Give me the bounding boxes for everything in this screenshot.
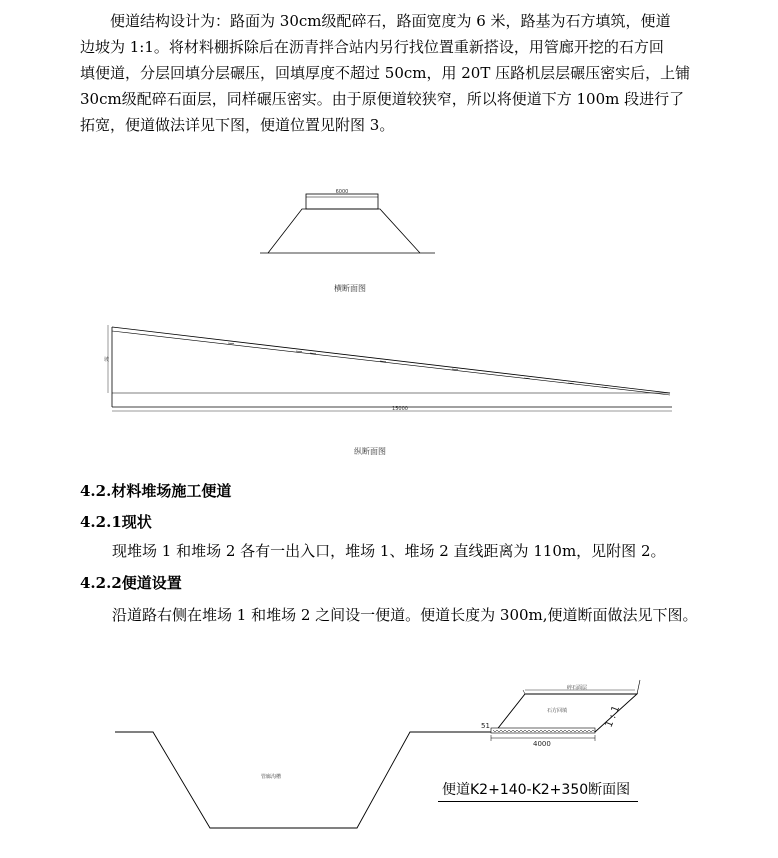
section-4-2-heading: 4.2.材料堆场施工便道 [80,482,232,500]
paragraph-line: 30cm级配碎石面层，同样碾压密实。由于原便道较狭窄，所以将便道下方 100m 段进行了 [80,90,685,108]
slope-markers [228,343,608,388]
caption-underline [438,801,638,802]
width-dimension-label: 4000 [533,740,551,748]
paragraph-line: 边坡为 1:1。将材料棚拆除后在沥青拌合站内另行找位置重新搭设，用管廊开挖的石方回 [80,38,664,56]
cross-section-caption: 横断面图 [334,284,366,293]
road-surface-layer [306,194,378,209]
side-dimension-label: 51 [481,722,490,730]
section-4-2-1-heading: 4.2.1现状 [80,513,152,531]
trench-label: 管廊沟槽 [261,774,282,780]
top-layer-label: 碎石面层 [567,685,588,691]
cross-section-figure [260,185,440,260]
section-4-2-1-text: 现堆场 1 和堆场 2 各有一出入口，堆场 1、堆场 2 直线距离为 110m，见附图 2。 [112,542,666,560]
intro-paragraph [80,8,720,138]
longitudinal-section-caption: 纵断面图 [354,447,386,456]
section-4-2-2-text: 沿道路右侧在堆场 1 和堆场 2 之间设一便道。便道长度为 300m,便道断面做法见下图。 [112,606,698,624]
height-dimension-label: 坡 [104,357,110,363]
slope-ratio-label: 1 : 1 [603,704,623,730]
section-4-2-2-heading: 4.2.2便道设置 [80,574,182,592]
slope-top-line [112,327,670,393]
width-dimension-label: 6000 [335,189,349,195]
road-section-caption: 便道K2+140-K2+350断面图 [442,782,631,798]
fill-label: 石方回填 [547,708,568,714]
length-dimension-label: 15000 [392,406,408,412]
paragraph-line: 拓宽，便道做法详见下图，便道位置见附图 3。 [80,116,395,134]
paragraph-line: 便道结构设计为：路面为 30cm级配碎石，路面宽度为 6 米，路基为石方填筑，便道 [110,12,671,30]
longitudinal-section-figure [100,325,680,415]
trench-outline [115,732,477,828]
paragraph-line: 填便道，分层回填分层碾压，回填厚度不超过 50cm，用 20T 压路机层层碾压密实后，上铺 [80,64,691,82]
road-section-figure [115,672,655,837]
embankment-outline [268,209,420,253]
